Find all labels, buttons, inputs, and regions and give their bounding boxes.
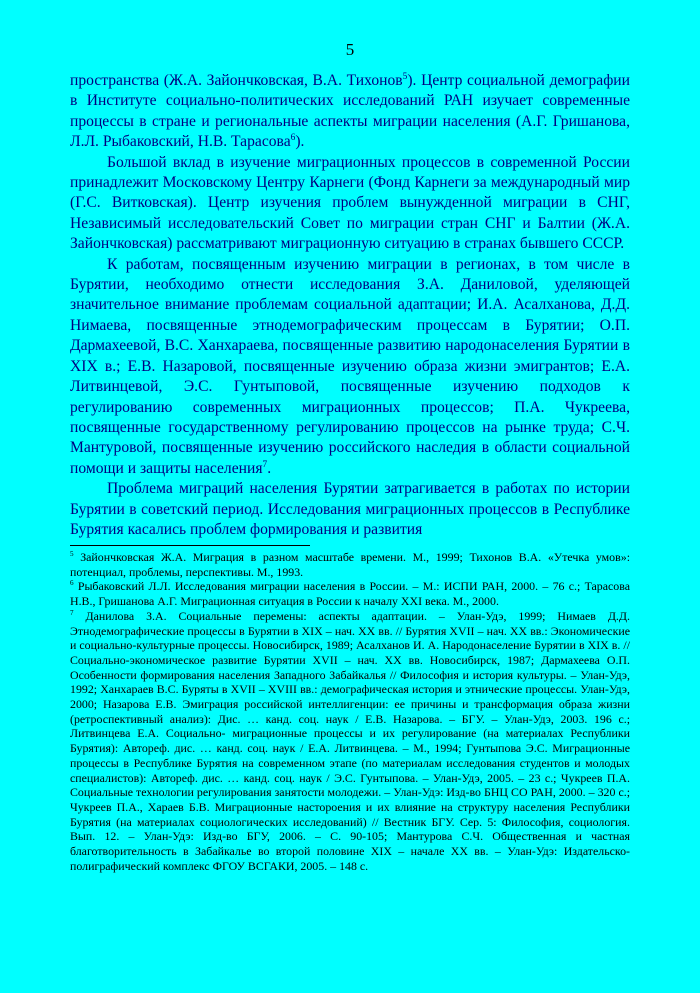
footnote-number: 6 [70,579,74,588]
paragraph-1: пространства (Ж.А. Зайончковская, В.А. Тихонов$^5$). Центр социальной демографии в Институте социально-политических исследований РАН изучает современные процессы в стране и региональные аспекты миграции населения (А.Г. Гришанова, Л.Л. Рыбаковский, Н.В. Тарасова$^6$). [70,71,630,151]
paragraph-3: К работам, посвященным изучению миграции в регионах, в том числе в Бурятии, необходимо отнести исследования З.А. Даниловой, уделяющей значительное внимание проблемам социальной адаптации; И.А. Асалханова, Д.Д. Нимаева, посвященные этнодемографическим процессам в Бурятии; О.П. Дармахеевой, В.С. Ханхараева, посвященные развитию народонаселения Бурятии в XIX в.; Е.В. Назаровой, посвященные изучению образа жизни эмигрантов; Е.А. Литвинцевой, Э.С. Гунтыповой, посвященные изучению подходов к регулированию современных миграционных процессов; П.А. Чукреева, посвященные государственному регулированию процессов на рынке труда; С.Ч. Мантуровой, посвященные изучению российского наследия в области социальной помощи и защиты населения$^7$. [70,255,630,477]
footnote-ref-6: 6 [290,133,296,144]
footnote-ref-5: 5 [402,71,408,82]
footnotes [70,550,630,873]
main-text [70,71,630,540]
page-number: 5 [345,40,355,59]
paragraph-4: Проблема миграций населения Бурятии затрагивается в работах по истории Бурятии в советский период. Исследования миграционных процессов в Республике Бурятия касались проблем формирования и развития [70,480,630,538]
footnote-number: 7 [70,608,74,617]
paragraph-2: Большой вклад в изучение миграционных процессов в современной России принадлежит Московскому Центру Карнеги (Фонд Карнеги за международный мир (Г.С. Витковская). Центр изучения проблем вынужденной миграции в СНГ, Независимый исследовательский Совет по миграции стран СНГ и Балтии (Ж.А. Зайончковская) рассматривают миграционную ситуацию в странах бывшего СССР. [70,153,630,253]
footnote-number: 5 [70,550,74,559]
footnote-5: $^5$ Зайончковская Ж.А. Миграция в разном масштабе времени. М., 1999; Тихонов В.А. «Утечка умов»: потенциал, проблемы, перспективы. М., 1993. [70,550,630,579]
footnote-7: $^7$ Данилова З.А. Социальные перемены: аспекты адаптации. – Улан-Удэ, 1999; Нимаев Д.Д. Этнодемографические процессы в Бурятии в XIX – нач. XX вв. // Бурятия XVII – нач. XX вв.: Экономические и социально-культурные процессы. Новосибирск, 1989; Асалханов И. А. Народонаселение Бурятии в XIX в. // Социально-экономическое развитие Бурятии XVII – нач. XX вв. Новосибирск, 1987; Дармахеева О.П. Особенности формирования населения Западного Забайкалья // Философия и история культуры. – Улан-Удэ, 1992; Ханхараев В.С. Буряты в XVII – XVIII вв.: демографическая история и этнические процессы. Улан-Удэ, 2000; Назарова Е.В. Эмиграция российской интеллигенции: ее причины и трансформация образа жизни (ретроспективный анализ): Дис. … канд. соц. наук / Е.В. Назарова. – БГУ. – Улан-Удэ, 2003. 196 с.; Литвинцева Е.А. Социально- миграционные процессы и их регулирование (на материалах Республики Бурятия): Автореф. дис. … канд. соц. наук / Е.А. Литвинцева. – М., 1994; Гунтыпова Э.С. Миграционные процессы в Республике Бурятия на современном этапе (по материалам исследования студентов и молодых специалистов): Автореф. дис. … канд. соц. наук / Э.С. Гунтыпова. – Улан-Удэ, 2005. – 23 с.; Чукреев П.А. Социальные технологии регулирования занятости молодежи. – Улан-Удэ: Изд-во БНЦ СО РАН, 2000. – 320 с.; Чукреев П.А., Хараев Б.В. Миграционные настороения и их влияние на структуру населения Республики Бурятия (на материалах социологических исследований) // Вестник БГУ. Сер. 5: Философия, социология. Вып. 12. – Улан-Удэ: Изд-во БГУ, 2006. – С. 90-105; Мантурова С.Ч. Общественная и частная благотворительность в Забайкалье во второй половине XIX – начале XX вв. – Улан-Удэ: Издательско-полиграфический комплекс ФГОУ ВСГАКИ, 2005. – 148 с. [70,608,630,873]
footnote-6: $^6$ Рыбаковский Л.Л. Исследования миграции населения в России. – М.: ИСПИ РАН, 2000. – 76 с.; Тарасова Н.В., Гришанова А.Г. Миграционная ситуация в России к началу XXI века. М., 2000. [70,579,630,609]
footnote-ref-7: 7 [262,459,268,470]
footnote-separator [70,545,310,546]
